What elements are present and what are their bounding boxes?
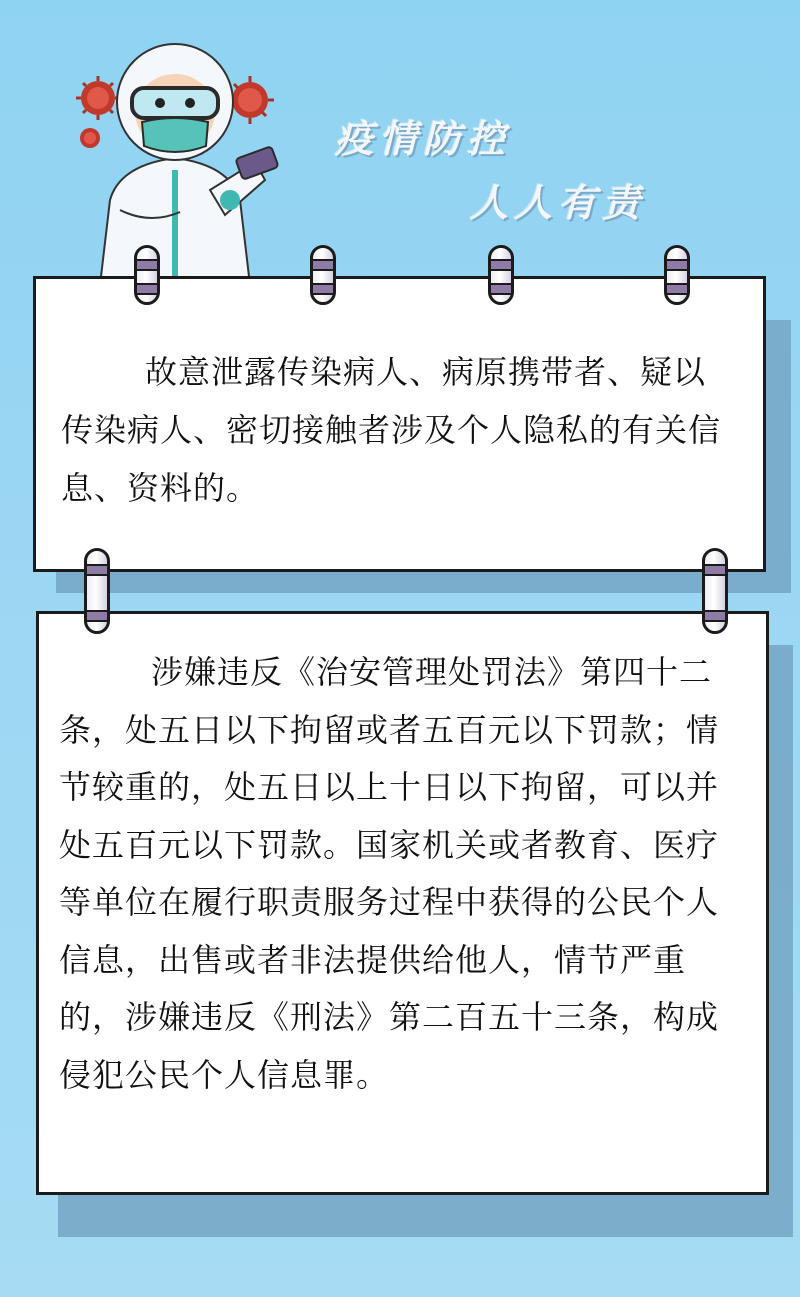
binder-ring bbox=[130, 245, 164, 307]
doctor-illustration bbox=[60, 40, 290, 285]
title-line-1: 疫情防控 bbox=[335, 116, 512, 161]
card-2-text: 涉嫌违反《治安管理处罚法》第四十二条，处五日以下拘留或者五百元以下罚款；情节较重的，处五日以上十日以下拘留，可以并处五百元以下罚款。国家机关或者教育、医疗等单位在履行职责服务过程中获得的公民个人信息，出售或者非法提供给他人，情节严重的，涉嫌违反《刑法》第二百五十三条，构成侵犯公民个人信息罪。 bbox=[59, 653, 720, 1094]
binder-ring bbox=[306, 245, 340, 307]
virus-icon bbox=[80, 128, 100, 148]
notice-card-1 bbox=[33, 276, 766, 572]
connector-ring bbox=[80, 548, 114, 636]
binder-ring bbox=[484, 245, 518, 307]
connector-ring bbox=[698, 548, 732, 636]
title-line-2: 人人有责 bbox=[470, 180, 647, 225]
virus-icon bbox=[76, 76, 120, 120]
notice-card-2 bbox=[36, 611, 769, 1195]
card-1-text: 故意泄露传染病人、病原携带者、疑以传染病人、密切接触者涉及个人隐私的有关信息、资料的。 bbox=[61, 353, 722, 507]
binder-ring bbox=[660, 245, 694, 307]
